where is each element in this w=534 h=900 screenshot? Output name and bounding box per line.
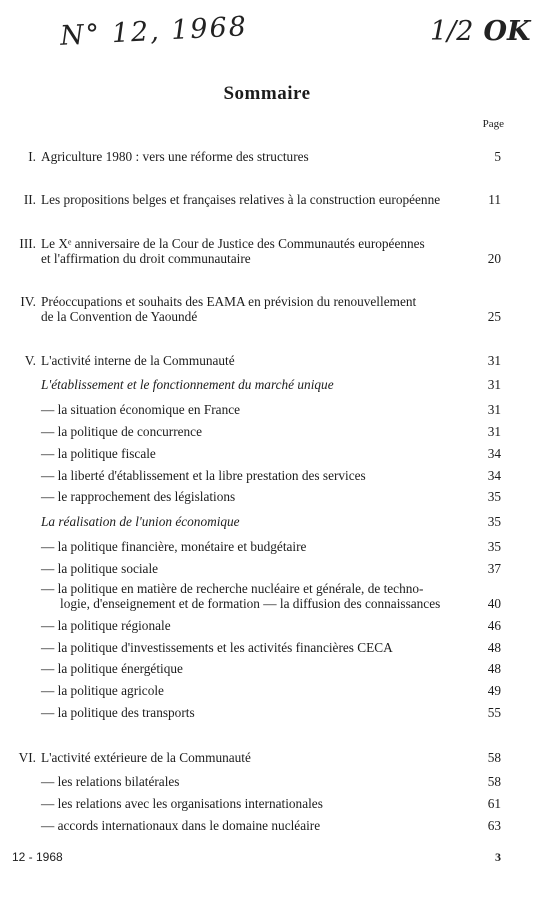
handwritten-issue-note: N° 12, 1968	[59, 11, 249, 52]
toc-page-number: 35	[487, 514, 501, 529]
toc-entry-text: L'activité interne de la Communauté	[41, 353, 235, 368]
toc-page-number: 34	[487, 446, 501, 461]
toc-entry-text-line-1: Le Xᵉ anniversaire de la Cour de Justice des Communautés européennes	[41, 236, 425, 251]
toc-numeral: IV.	[20, 294, 36, 309]
toc-page-number: 55	[487, 705, 501, 720]
toc-subheading-text: La réalisation de l'union économique	[41, 514, 240, 529]
toc-page-number: 20	[487, 251, 501, 266]
toc-subentry-text: — la politique agricole	[41, 683, 164, 698]
toc-subentry-text-line-2: logie, d'enseignement et de formation — la diffusion des connaissances	[60, 596, 441, 611]
toc-page-number: 58	[487, 750, 501, 765]
toc-page-number: 5	[494, 149, 501, 164]
toc-page-number: 37	[487, 561, 501, 576]
toc-subentry-text: — les relations bilatérales	[41, 774, 180, 789]
toc-page-number: 31	[487, 353, 501, 368]
toc-subentry-text: — la politique fiscale	[41, 446, 156, 461]
toc-page-number: 31	[487, 402, 501, 417]
page-column-header: Page	[482, 118, 504, 130]
toc-subentry-text: — la politique financière, monétaire et budgétaire	[41, 539, 307, 554]
toc-numeral: II.	[23, 192, 36, 207]
footer-issue: 12 - 1968	[12, 850, 63, 864]
toc-subentry-text: — le rapprochement des législations	[41, 489, 236, 504]
toc-page-number: 48	[487, 661, 501, 676]
handwritten-corner-note	[430, 16, 530, 47]
toc-subentry-text: — la politique régionale	[41, 618, 171, 633]
toc-subentry-text: — la politique d'investissements et les activités financières CECA	[41, 640, 393, 655]
toc-page-number: 34	[487, 468, 501, 483]
handwritten-fraction: 1/2	[430, 16, 474, 47]
toc-subentry-text-line-1: — la politique en matière de recherche nucléaire et générale, de techno-	[41, 581, 424, 596]
toc-entry-text: Les propositions belges et françaises relatives à la construction européenne	[41, 192, 441, 207]
footer-page-number: 3	[495, 850, 501, 864]
toc-numeral: I.	[28, 149, 36, 164]
toc-numeral: V.	[24, 353, 36, 368]
toc-entry-text: Agriculture 1980 : vers une réforme des structures	[41, 149, 309, 164]
toc-page-number: 48	[487, 640, 501, 655]
toc-page-number: 31	[487, 424, 501, 439]
toc-subentry-text: — les relations avec les organisations internationales	[41, 796, 323, 811]
toc-subheading-text: L'établissement et le fonctionnement du marché unique	[41, 377, 334, 392]
toc-subentry-text: — la politique sociale	[41, 561, 159, 576]
toc-page-number: 40	[487, 596, 501, 611]
toc-subentry-text: — la situation économique en France	[41, 402, 241, 417]
toc-entry-text: L'activité extérieure de la Communauté	[41, 750, 251, 765]
toc-page-number: 49	[487, 683, 501, 698]
toc-page-number: 61	[487, 796, 501, 811]
toc-page-number: 25	[487, 309, 501, 324]
page-title: Sommaire	[223, 83, 311, 104]
toc-subentry-text: — la politique de concurrence	[41, 424, 202, 439]
toc-numeral: III.	[19, 236, 36, 251]
toc-subentry-text: — la politique des transports	[41, 705, 195, 720]
handwritten-initials: OK	[483, 16, 531, 47]
toc-entry-text-line-1: Préoccupations et souhaits des EAMA en prévision du renouvellement	[41, 294, 417, 309]
toc-subentry-text: — accords internationaux dans le domaine nucléaire	[41, 818, 321, 833]
toc-subentry-text: — la politique énergétique	[41, 661, 183, 676]
toc-page-number: 35	[487, 489, 501, 504]
toc-entry-text-line-2: de la Convention de Yaoundé	[41, 309, 198, 324]
toc-subentry-text: — la liberté d'établissement et la libre prestation des services	[41, 468, 366, 483]
toc-entry-text-line-2: et l'affirmation du droit communautaire	[41, 251, 251, 266]
toc-page-number: 58	[487, 774, 501, 789]
toc-page-number: 11	[488, 192, 501, 207]
toc-page-number: 35	[487, 539, 501, 554]
toc-page-number: 46	[487, 618, 501, 633]
toc-numeral: VI.	[18, 750, 36, 765]
toc-page-number: 31	[487, 377, 501, 392]
toc-page-number: 63	[487, 818, 501, 833]
